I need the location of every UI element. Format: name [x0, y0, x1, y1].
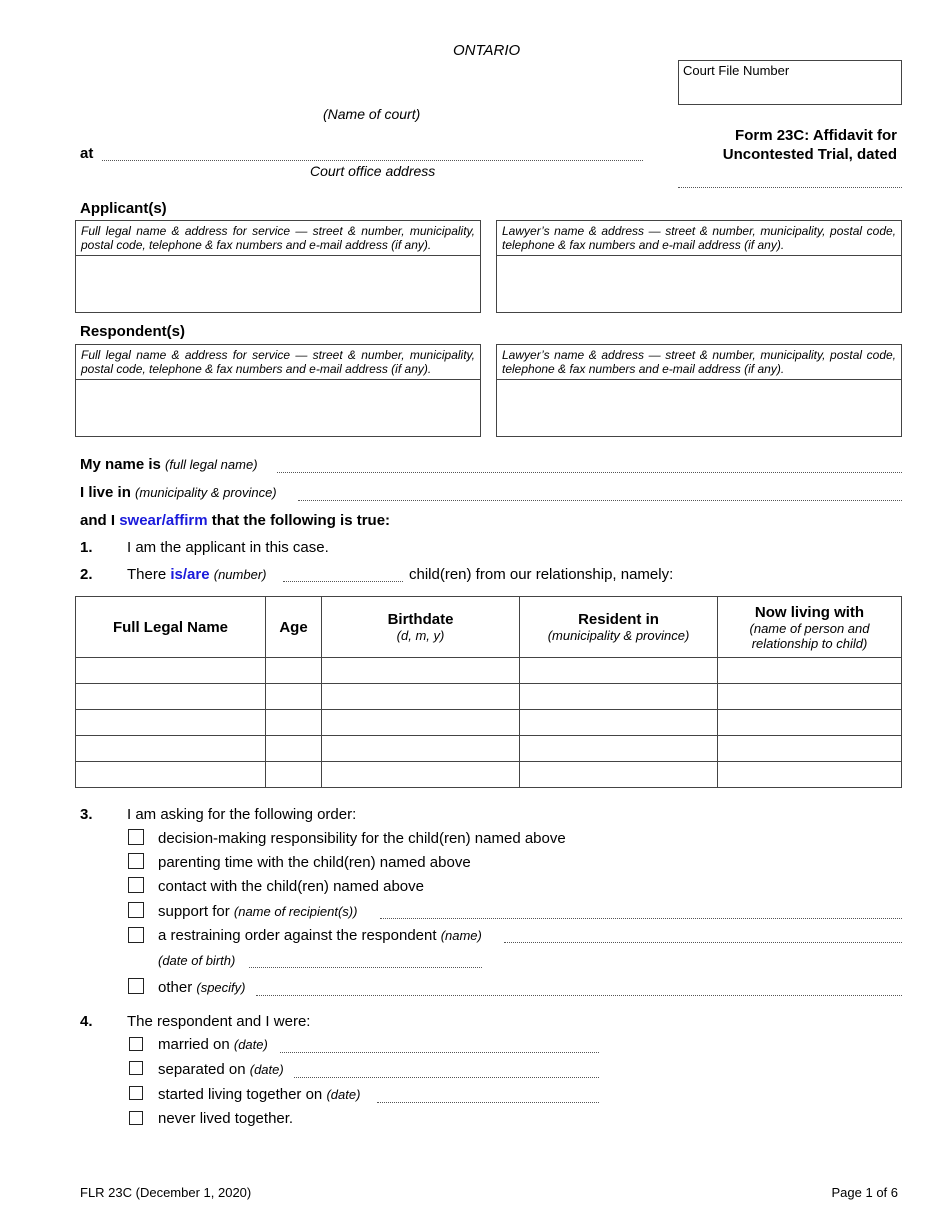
table-cell[interactable]: [322, 710, 520, 736]
col-resident-title: Resident in: [578, 611, 659, 628]
children-table: [75, 596, 902, 788]
respondent-party-box[interactable]: [75, 344, 481, 437]
restraining-text: a restraining order against the respondent: [158, 927, 437, 944]
table-row: [76, 762, 902, 788]
court-file-number-field[interactable]: [678, 60, 902, 105]
footer-form-id: FLR 23C (December 1, 2020): [80, 1185, 252, 1200]
para2-there: There: [127, 566, 167, 583]
live-in-row: [80, 484, 277, 501]
my-name-row: [80, 456, 258, 473]
para3-number: 3.: [80, 806, 93, 823]
table-cell[interactable]: [718, 762, 902, 788]
swear-prefix: and I: [80, 512, 116, 529]
decision-making-checkbox[interactable]: [128, 829, 144, 845]
col-resident-in: [520, 597, 718, 658]
table-cell[interactable]: [520, 710, 718, 736]
restraining-order-label: [158, 927, 482, 944]
table-cell[interactable]: [322, 684, 520, 710]
separated-date-field[interactable]: [294, 1077, 599, 1078]
table-cell[interactable]: [266, 684, 322, 710]
parenting-time-label: parenting time with the child(ren) named above: [158, 854, 471, 871]
para1-number: 1.: [80, 539, 93, 556]
table-row: [76, 684, 902, 710]
at-label: at: [80, 145, 94, 162]
swear-suffix: that the following is true:: [211, 512, 391, 529]
is-are-choice[interactable]: is/are: [170, 566, 210, 583]
court-file-label: Court File Number: [683, 63, 790, 78]
married-date-field[interactable]: [280, 1052, 599, 1053]
restraining-hint: (name): [440, 928, 482, 943]
never-lived-label: never lived together.: [158, 1110, 294, 1127]
table-cell[interactable]: [266, 736, 322, 762]
table-cell[interactable]: [322, 736, 520, 762]
respondent-name-field[interactable]: [504, 942, 902, 943]
col-birthdate: [322, 597, 520, 658]
separated-label: [158, 1061, 284, 1078]
table-cell[interactable]: [76, 736, 266, 762]
col-age: Age: [266, 597, 322, 658]
col-resident-sub: (municipality & province): [547, 628, 690, 643]
court-office-caption: Court office address: [310, 163, 436, 179]
dob-hint: (date of birth): [158, 953, 236, 968]
support-hint: (name of recipient(s)): [233, 904, 358, 919]
started-living-date-hint: (date): [326, 1087, 361, 1102]
province-heading: ONTARIO: [453, 42, 521, 59]
date-field[interactable]: [678, 187, 902, 188]
municipality-field[interactable]: [298, 500, 902, 501]
support-text: support for: [158, 903, 230, 920]
respondent-lawyer-desc: Lawyer’s name & address — street & number, municipality, postal code, telephone & fax numbers and e-mail address (if any).: [497, 345, 901, 380]
table-cell[interactable]: [76, 710, 266, 736]
para2-suffix: child(ren) from our relationship, namely:: [409, 566, 674, 583]
para1-text: I am the applicant in this case.: [127, 539, 329, 556]
table-row: [76, 736, 902, 762]
separated-text: separated on: [158, 1061, 246, 1078]
swear-statement: [80, 512, 390, 529]
support-recipient-field[interactable]: [380, 918, 902, 919]
court-office-address-field[interactable]: [102, 160, 643, 161]
respondent-party-desc: Full legal name & address for service — street & number, municipality, postal code, telephone & fax numbers and e-mail address (if any).: [76, 345, 480, 380]
table-row: [76, 710, 902, 736]
my-name-label: My name is: [80, 456, 161, 473]
form-title-line1: Form 23C: Affidavit for: [735, 127, 897, 144]
respondent-lawyer-box[interactable]: [496, 344, 902, 437]
full-legal-name-field[interactable]: [277, 472, 902, 473]
other-specify-field[interactable]: [256, 995, 902, 996]
children-count-field[interactable]: [283, 581, 403, 582]
para2-lead: [127, 566, 266, 583]
my-name-hint: (full legal name): [165, 457, 258, 472]
parenting-time-checkbox[interactable]: [128, 853, 144, 869]
form-title-line2: Uncontested Trial, dated: [722, 146, 897, 163]
para4-text: The respondent and I were:: [127, 1013, 311, 1030]
support-checkbox[interactable]: [128, 902, 144, 918]
married-label: [158, 1036, 268, 1053]
live-in-label: I live in: [80, 484, 131, 501]
para3-text: I am asking for the following order:: [127, 806, 357, 823]
para4-number: 4.: [80, 1013, 93, 1030]
table-cell[interactable]: [718, 658, 902, 684]
table-cell[interactable]: [520, 736, 718, 762]
other-text: other: [158, 979, 193, 996]
table-cell[interactable]: [266, 762, 322, 788]
table-row: [76, 658, 902, 684]
other-label: [158, 979, 246, 996]
swear-affirm-choice[interactable]: swear/affirm: [119, 512, 208, 529]
col-birthdate-sub: (d, m, y): [396, 628, 445, 643]
form-title: [723, 126, 897, 164]
table-header-row: [76, 597, 902, 658]
table-cell[interactable]: [266, 710, 322, 736]
other-hint: (specify): [196, 980, 246, 995]
applicant-lawyer-box[interactable]: [496, 220, 902, 313]
table-cell[interactable]: [718, 710, 902, 736]
married-checkbox[interactable]: [129, 1037, 143, 1051]
number-hint: (number): [213, 567, 267, 582]
married-text: married on: [158, 1036, 230, 1053]
col-full-legal-name: Full Legal Name: [76, 597, 266, 658]
support-label: [158, 903, 357, 920]
separated-date-hint: (date): [249, 1062, 284, 1077]
table-cell[interactable]: [520, 762, 718, 788]
respondent-heading: Respondent(s): [80, 323, 185, 340]
applicant-party-box[interactable]: [75, 220, 481, 313]
table-cell[interactable]: [76, 658, 266, 684]
col-now-living-with: [718, 597, 902, 658]
contact-label: contact with the child(ren) named above: [158, 878, 424, 895]
started-living-text: started living together on: [158, 1086, 323, 1103]
table-cell[interactable]: [520, 684, 718, 710]
other-checkbox[interactable]: [128, 978, 144, 994]
contact-checkbox[interactable]: [128, 877, 144, 893]
date-of-birth-field[interactable]: [249, 967, 482, 968]
col-birthdate-title: Birthdate: [387, 611, 454, 628]
started-living-checkbox[interactable]: [129, 1086, 143, 1100]
para2-number: 2.: [80, 566, 93, 583]
table-cell[interactable]: [76, 684, 266, 710]
table-cell[interactable]: [322, 762, 520, 788]
applicant-party-desc: Full legal name & address for service — street & number, municipality, postal code, telephone & fax numbers and e-mail address (if any).: [76, 221, 480, 256]
applicant-heading: Applicant(s): [80, 200, 167, 217]
col-living-title: Now living with: [754, 603, 865, 621]
married-date-hint: (date): [233, 1037, 268, 1052]
live-in-hint: (municipality & province): [135, 485, 277, 500]
separated-checkbox[interactable]: [129, 1061, 143, 1075]
restraining-order-checkbox[interactable]: [128, 927, 144, 943]
table-cell[interactable]: [718, 736, 902, 762]
table-cell[interactable]: [266, 658, 322, 684]
name-of-court-caption: (Name of court): [323, 106, 421, 122]
started-living-date-field[interactable]: [377, 1102, 599, 1103]
decision-making-label: decision-making responsibility for the child(ren) named above: [158, 830, 566, 847]
started-living-label: [158, 1086, 360, 1103]
table-cell[interactable]: [520, 658, 718, 684]
col-living-sub: (name of person and relationship to child): [749, 620, 870, 651]
never-lived-checkbox[interactable]: [129, 1111, 143, 1125]
applicant-lawyer-desc: Lawyer’s name & address — street & number, municipality, postal code, telephone & fax numbers and e-mail address (if any).: [497, 221, 901, 256]
table-cell[interactable]: [718, 684, 902, 710]
table-cell[interactable]: [322, 658, 520, 684]
footer-page-number: Page 1 of 6: [831, 1185, 898, 1200]
table-cell[interactable]: [76, 762, 266, 788]
